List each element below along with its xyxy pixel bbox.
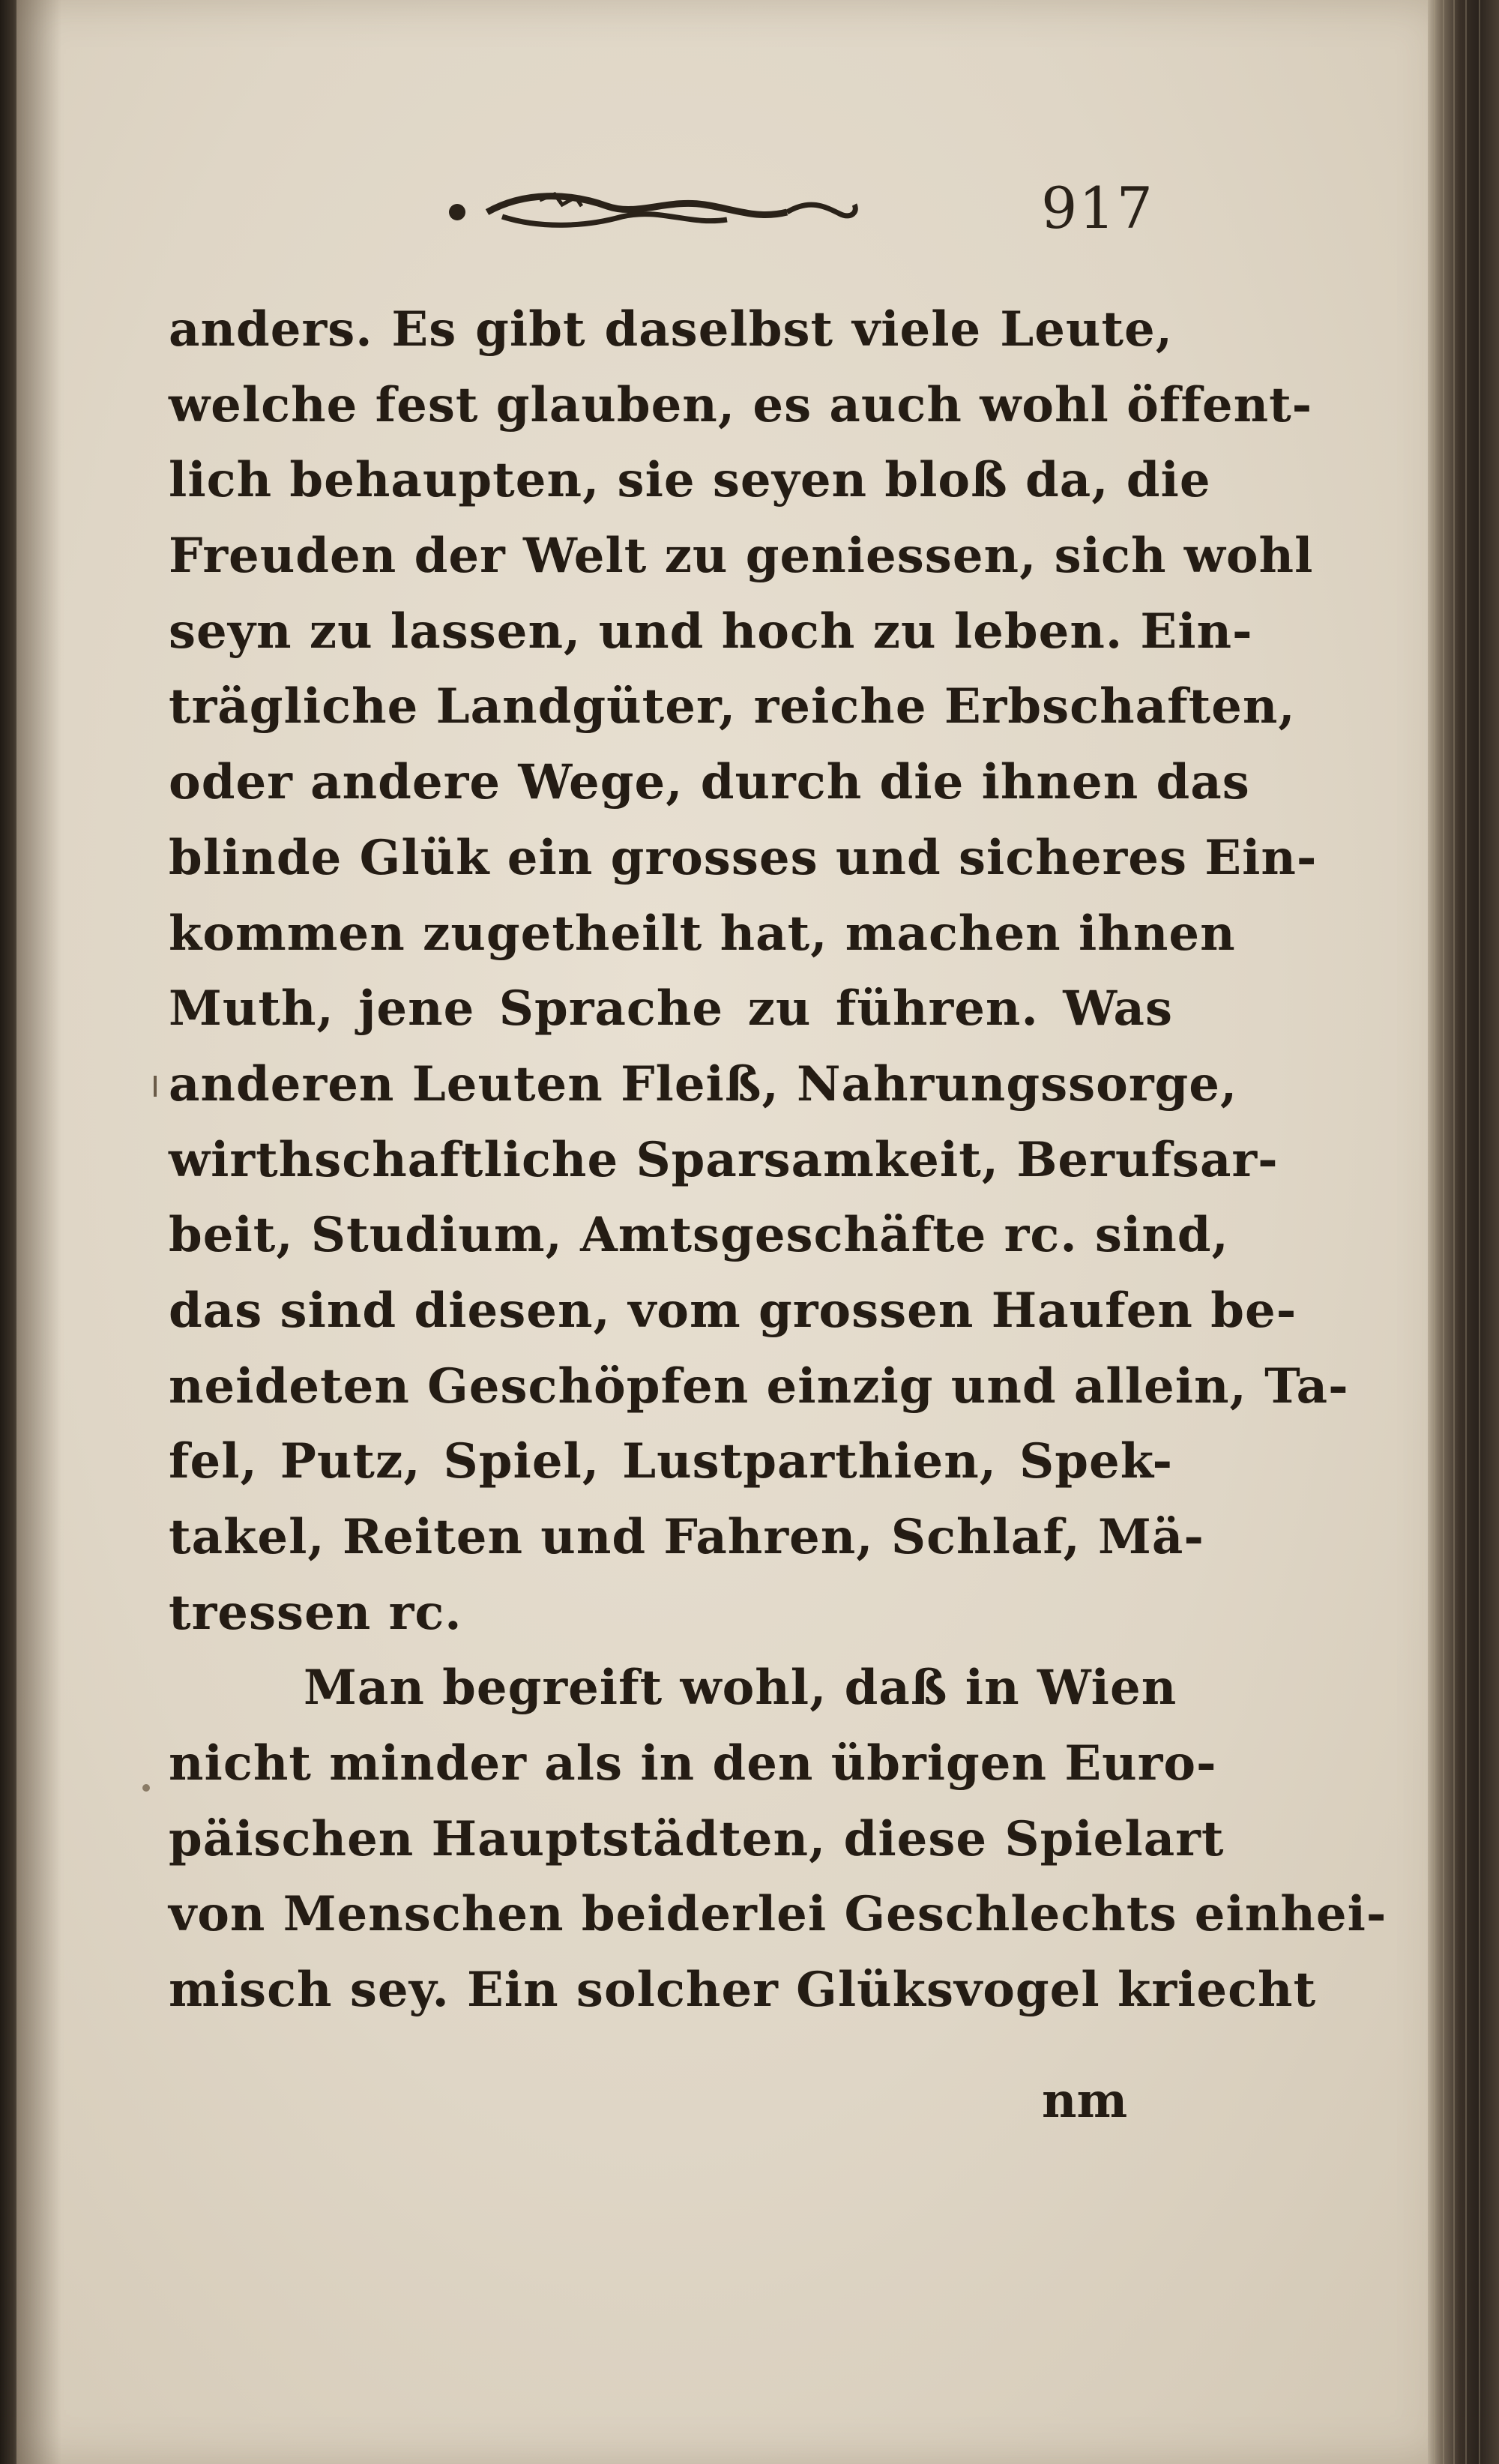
running-header [420, 169, 1154, 251]
text-line: takel, Reiten und Fahren, Schlaf, Mä- [169, 1509, 1204, 1565]
body-text [169, 292, 1387, 2028]
text-line: misch sey. Ein solcher Glüksvogel kriecht [169, 1962, 1317, 2019]
text-line: päischen Hauptstädten, diese Spielart [169, 1810, 1225, 1867]
text-line: wirthschaftliche Sparsamkeit, Berufsar- [169, 1131, 1279, 1188]
text-line: blinde Glük ein grosses und sicheres Ein- [169, 829, 1318, 886]
text-line: fel, Putz, Spiel, Lustparthien, Spek- [169, 1433, 1173, 1490]
text-line: trägliche Landgüter, reiche Erbschaften, [169, 678, 1296, 735]
text-line: beit, Studium, Amtsgeschäfte rc. sind, [169, 1207, 1229, 1264]
text-line: kommen zugetheilt hat, machen ihnen [169, 905, 1236, 962]
text-line: Muth, jene Sprache zu führen. Was [169, 981, 1173, 1037]
margin-dot [142, 1784, 150, 1792]
text-line: oder andere Wege, durch die ihnen das [169, 754, 1250, 811]
spine-shadow [16, 0, 61, 2464]
text-line: seyn zu lassen, und hoch zu leben. Ein- [169, 603, 1253, 660]
text-line: welche fest glauben, es auch wohl öffent- [169, 376, 1313, 433]
text-line: das sind diesen, vom grossen Haufen be- [169, 1282, 1297, 1339]
margin-mark [154, 1076, 157, 1097]
text-line: Man begreift wohl, daß in Wien [304, 1660, 1177, 1717]
text-line: anderen Leuten Fleiß, Nahrungssorge, [169, 1055, 1238, 1112]
text-line: von Menschen beiderlei Geschlechts einhei- [169, 1886, 1387, 1943]
page-number: 917 [1040, 175, 1154, 241]
paragraph-1 [169, 292, 1349, 1651]
paragraph-2 [169, 1651, 1387, 2028]
text-line: nicht minder als in den übrigen Euro- [169, 1735, 1217, 1792]
text-line: neideten Geschöpfen einzig und allein, Ta- [169, 1358, 1349, 1415]
header-ornament-icon [435, 184, 884, 236]
text-line: Freuden der Welt zu geniessen, sich wohl [169, 528, 1314, 585]
text-line: lich behaupten, sie seyen bloß da, die [169, 452, 1211, 509]
right-page-edges [1428, 0, 1499, 2464]
text-line: anders. Es gibt daselbst viele Leute, [169, 301, 1173, 358]
text-line: tressen rc. [169, 1584, 462, 1641]
catchword: nm [1042, 2073, 1128, 2129]
